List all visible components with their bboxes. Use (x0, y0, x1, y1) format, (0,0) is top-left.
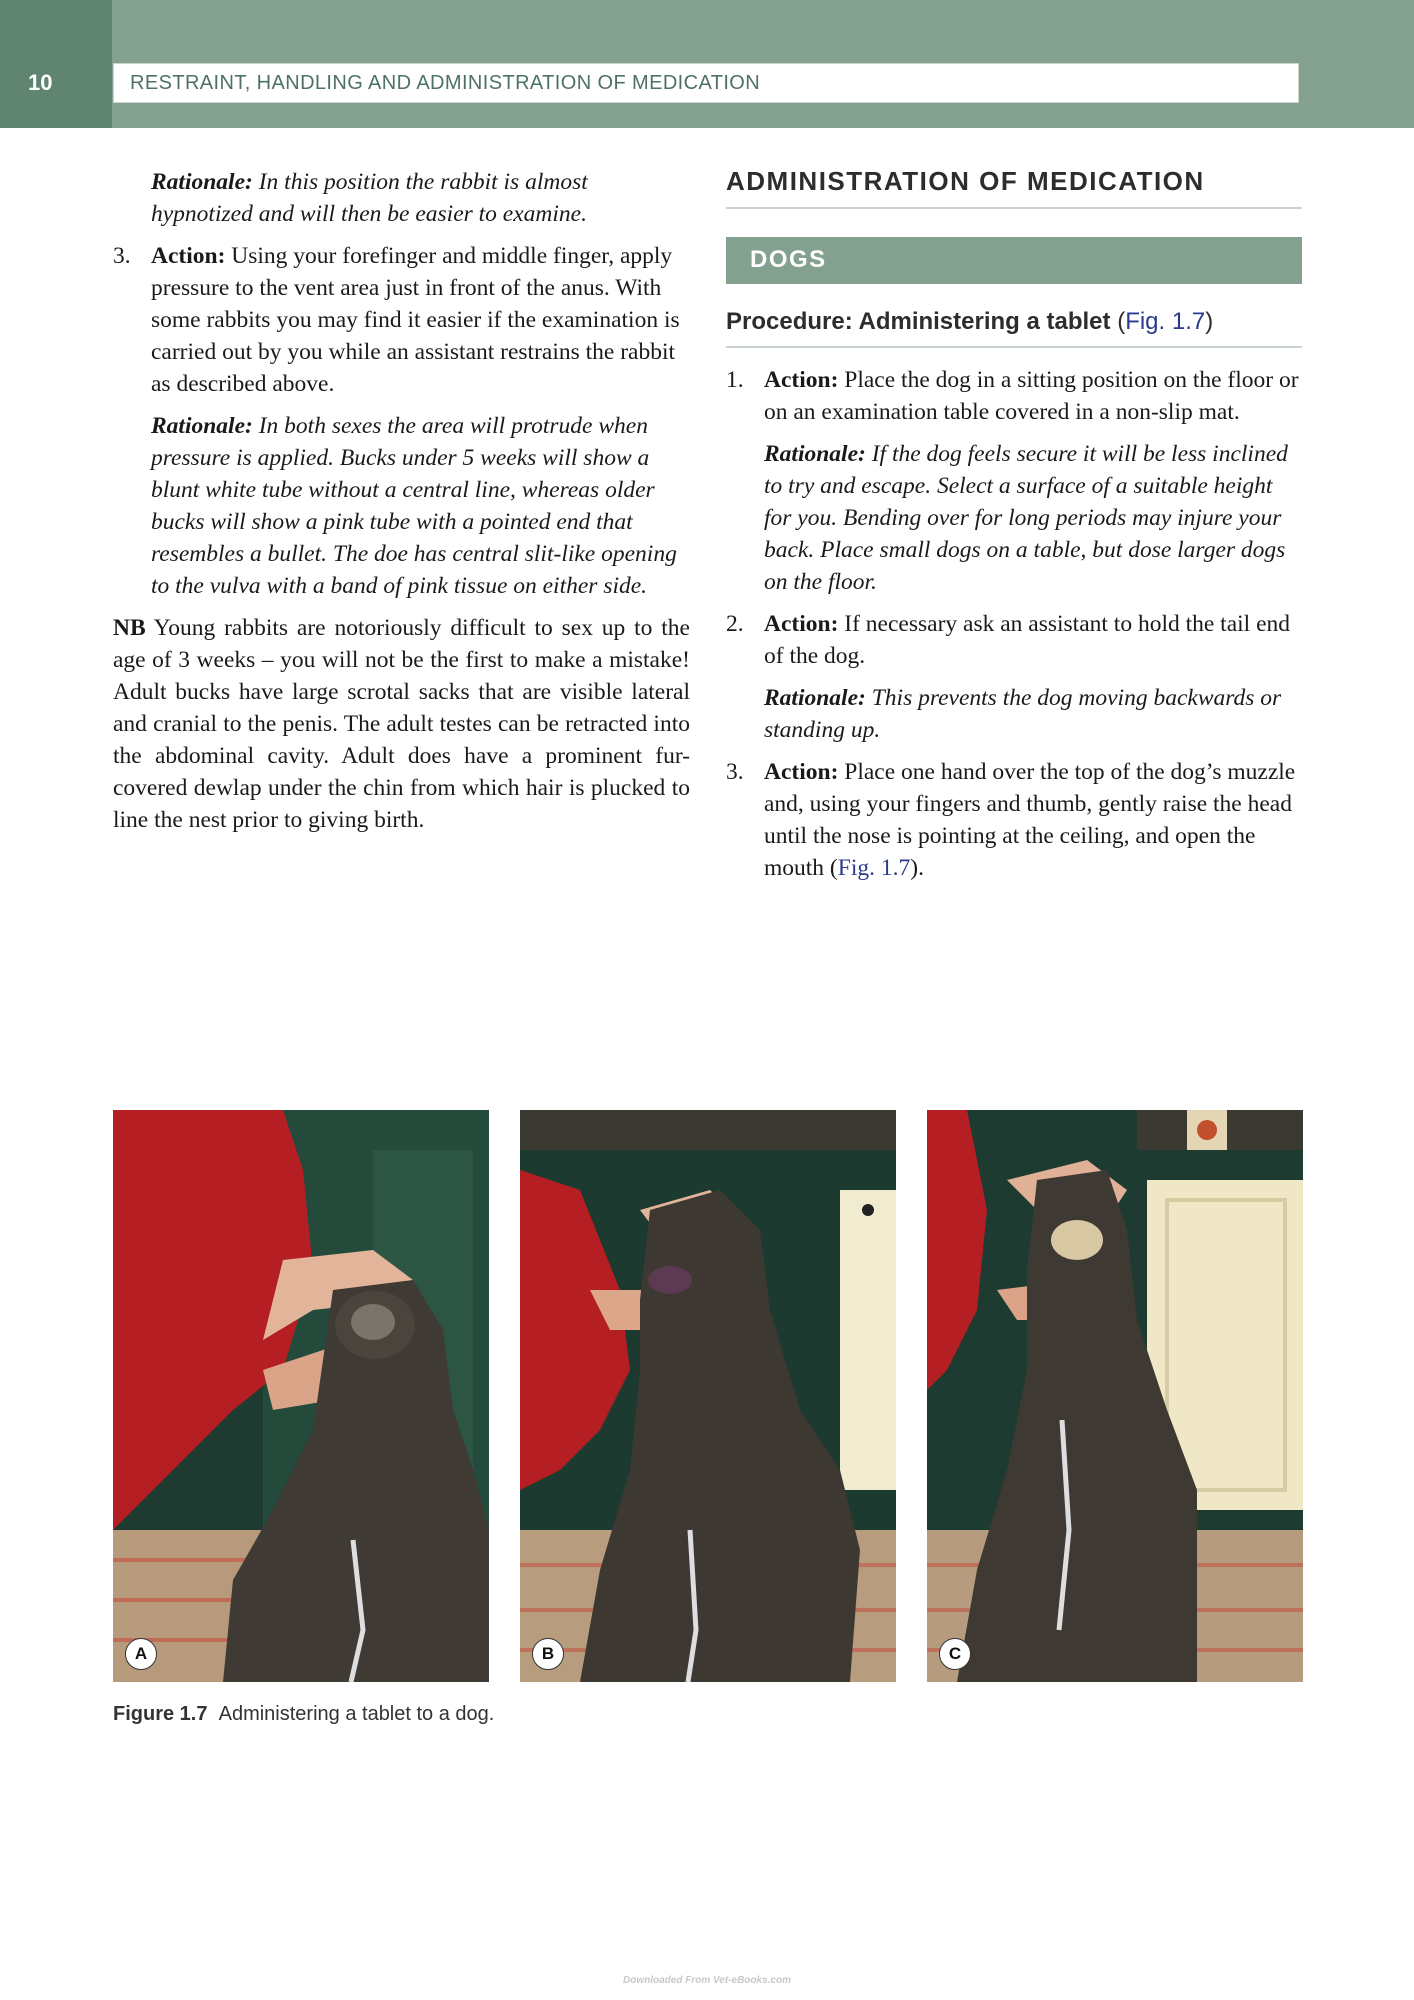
rationale-label: Rationale: (764, 441, 866, 467)
subsection-title: DOGS (750, 246, 827, 273)
rationale-label: Rationale: (764, 685, 866, 711)
paren-close: ) (1205, 308, 1214, 335)
procedure-title (726, 308, 1302, 336)
action-item-3 (113, 240, 690, 400)
figure-panel-a (113, 1110, 489, 1682)
figure-caption (113, 1703, 494, 1726)
footer-watermark: Downloaded From Vet-eBooks.com (623, 1975, 791, 1986)
action-text: Place the dog in a sitting position on the floor or on an examination table covered in a non-slip mat. (764, 367, 1299, 425)
step-2-rationale (726, 682, 1302, 746)
action-tail: ). (910, 855, 924, 881)
panel-label-a: A (125, 1638, 157, 1670)
rationale-text: If the dog feels secure it will be less inclined to try and escape. Select a surface of a suitable height for you. Bending over for long periods may injure your back. Place small dogs on a table, but dose larger dogs on the floor. (764, 441, 1288, 595)
paren-open: ( (1117, 308, 1126, 335)
page-number: 10 (28, 70, 53, 95)
nb-label: NB (113, 615, 146, 641)
page-number-box (0, 0, 112, 128)
right-column (726, 166, 1302, 884)
caption-label: Figure 1.7 (113, 1703, 208, 1725)
nb-paragraph (113, 612, 690, 836)
step-number: 2. (726, 611, 744, 637)
step-number: 1. (726, 367, 744, 393)
step-1-action (726, 364, 1302, 428)
section-title: ADMINISTRATION OF MEDICATION (726, 166, 1205, 196)
figure-panel-b (520, 1110, 896, 1682)
figure-reference-link[interactable]: Fig. 1.7 (1125, 308, 1206, 335)
action-label: Action: (151, 243, 226, 269)
rationale-paragraph (113, 410, 690, 602)
running-title-box (113, 63, 1299, 103)
procedure-title-text: Procedure: Administering a tablet (726, 308, 1111, 335)
item-number: 3. (113, 243, 131, 269)
dog-photo-b (520, 1110, 896, 1682)
step-2-action (726, 608, 1302, 672)
step-number: 3. (726, 759, 744, 785)
rationale-text: In this position the rabbit is almost hypnotized and will then be easier to examine. (151, 169, 588, 227)
action-label: Action: (764, 759, 839, 785)
figure-panel-c (927, 1110, 1303, 1682)
caption-text: Administering a tablet to a dog. (218, 1703, 495, 1725)
subsection-bar (726, 237, 1302, 284)
rationale-label: Rationale: (151, 169, 253, 195)
action-text: Using your forefinger and middle finger, apply pressure to the vent area just in front of the anus. With some rabbits you may find it easier if the examination is carried out by you while an assistant restrains the rabbit as described above. (151, 243, 680, 397)
rationale-text: In both sexes the area will protrude when pressure is applied. Bucks under 5 weeks will show a blunt white tube without a central line, whereas older bucks will show a pink tube with a pointed end that resembles a bullet. The doe has central slit-like opening to the vulva with a band of pink tissue on either side. (151, 413, 677, 599)
rationale-paragraph (113, 166, 690, 230)
rationale-label: Rationale: (151, 413, 253, 439)
step-3-action (726, 756, 1302, 884)
panel-label-c: C (939, 1638, 971, 1670)
action-text: If necessary ask an assistant to hold the tail end of the dog. (764, 611, 1291, 669)
running-title: RESTRAINT, HANDLING AND ADMINISTRATION OF MEDICATION (130, 72, 761, 94)
action-label: Action: (764, 367, 839, 393)
rationale-text: This prevents the dog moving backwards or standing up. (764, 685, 1282, 743)
action-text: Place one hand over the top of the dog’s muzzle and, using your fingers and thumb, gently raise the head until the nose is pointing at the ceiling, and open the mouth ( (764, 759, 1296, 881)
step-1-rationale (726, 438, 1302, 598)
nb-text: Young rabbits are notoriously difficult to sex up to the age of 3 weeks – you will not be the first to make a mistake! Adult bucks have large scrotal sacks that are visible lateral and cranial to the penis. The adult testes can be retracted into the abdominal cavity. Adult does have a prominent fur-covered dewlap under the chin from which hair is plucked to line the nest prior to giving birth. (113, 615, 690, 833)
dog-photo-c (927, 1110, 1303, 1682)
figure-reference-link[interactable]: Fig. 1.7 (837, 855, 911, 881)
panel-label-b: B (532, 1638, 564, 1670)
action-label: Action: (764, 611, 839, 637)
section-rule (726, 207, 1302, 209)
left-column (113, 166, 690, 836)
dog-photo-a (113, 1110, 489, 1682)
